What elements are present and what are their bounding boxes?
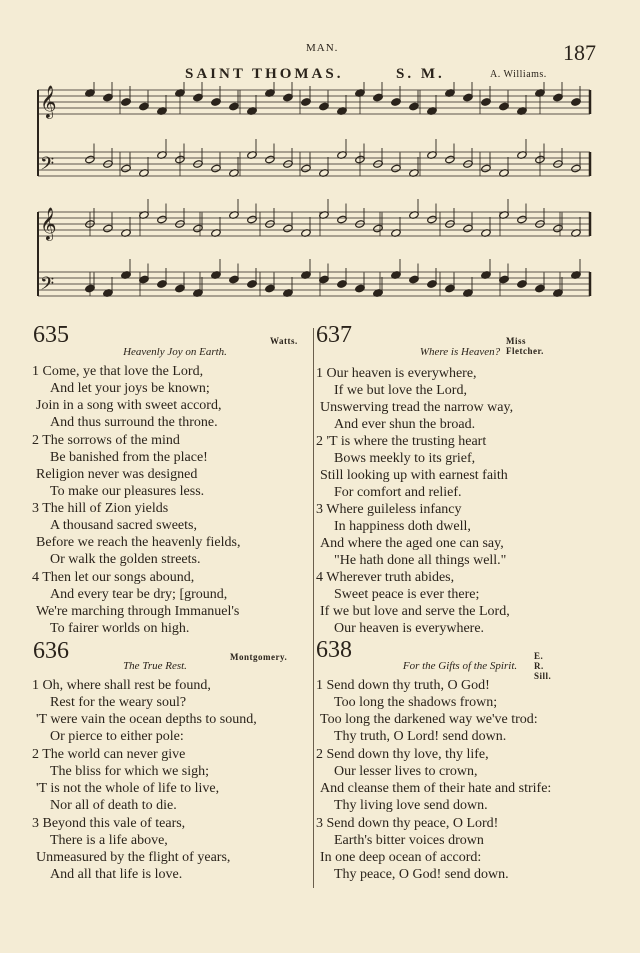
verse-line: Religion never was designed	[36, 467, 198, 482]
stanza	[316, 677, 538, 745]
hymn-subtitle: Heavenly Joy on Earth.	[123, 346, 227, 358]
hymn-author: Montgomery.	[230, 652, 288, 662]
verse-line: 3 Beyond this vale of tears,	[32, 816, 186, 831]
verse-line: Our heaven is everywhere.	[334, 621, 485, 636]
verse-line: Join in a song with sweet accord,	[36, 398, 222, 413]
verse-line: Still looking up with earnest faith	[320, 468, 508, 483]
hymn-subtitle: For the Gifts of the Spirit.	[402, 660, 518, 672]
stanza	[32, 569, 239, 637]
verse-line: 1 Come, ye that love the Lord,	[32, 364, 204, 379]
verse-line: If we but love and serve the Lord,	[320, 604, 510, 619]
verse-line: Thy peace, O God! send down.	[334, 867, 509, 882]
verse-line: And ever shun the broad.	[334, 417, 476, 432]
verse-line: 4 Then let our songs abound,	[32, 570, 195, 585]
treble-clef-icon: 𝄞	[40, 207, 57, 240]
verse-line: We're marching through Immanuel's	[36, 604, 240, 619]
stanza	[32, 815, 230, 883]
verse-line: Be banished from the place!	[50, 450, 208, 465]
verse-line: Thy living love send down.	[334, 798, 488, 813]
verse-line: And where the aged one can say,	[320, 536, 504, 551]
verse-line: 1 Send down thy truth, O God!	[316, 678, 490, 693]
stanza	[32, 432, 208, 500]
verse-line: 3 Where guileless infancy	[316, 502, 462, 517]
verse-line: 3 The hill of Zion yields	[32, 501, 169, 516]
verse-line: Earth's bitter voices drown	[334, 833, 484, 848]
verse-line: 'T is not the whole of life to live,	[36, 781, 220, 796]
tune-name: SAINT THOMAS.	[185, 66, 344, 82]
verse-line: To fairer worlds on high.	[50, 621, 190, 636]
tune-composer: A. Williams.	[490, 69, 547, 80]
verse-line: There is a life above,	[50, 833, 168, 848]
column-divider	[313, 328, 314, 888]
verse-line: And all that life is love.	[50, 867, 183, 882]
verse-line: Rest for the weary soul?	[50, 695, 187, 710]
hymn-subtitle: The True Rest.	[123, 660, 187, 672]
verse-line: A thousand sacred sweets,	[50, 518, 197, 533]
hymn-number: 637	[316, 322, 352, 348]
verse-line: For comfort and relief.	[334, 485, 462, 500]
bass-clef-icon: 𝄢	[40, 154, 55, 179]
verse-line: Too long the shadows frown;	[334, 695, 498, 710]
tune-meter: S. M.	[396, 66, 445, 82]
hymn-author: Miss Fletcher.	[506, 336, 544, 356]
verse-line: And thus surround the throne.	[50, 415, 218, 430]
hymn-author: E. R. Sill.	[534, 651, 552, 681]
verse-line: The bliss for which we sigh;	[50, 764, 210, 779]
hymn-number: 635	[33, 322, 69, 348]
stanza	[32, 363, 221, 431]
verse-line: Too long the darkened way we've trod:	[320, 712, 538, 727]
verse-line: Or walk the golden streets.	[50, 552, 201, 567]
verse-line: 1 Our heaven is everywhere,	[316, 366, 477, 381]
treble-clef-icon: 𝄞	[40, 85, 57, 118]
stanza	[316, 501, 506, 569]
verse-line: In one deep ocean of accord:	[320, 850, 482, 865]
verse-line: If we but love the Lord,	[334, 383, 467, 398]
verse-line: 'T were vain the ocean depths to sound,	[36, 712, 257, 727]
verse-line: 2 'T is where the trusting heart	[316, 434, 487, 449]
stanza	[316, 746, 551, 814]
verse-line: Unswerving tread the narrow way,	[320, 400, 514, 415]
page-number: 187	[563, 40, 596, 65]
verse-line: Thy truth, O Lord! send down.	[334, 729, 507, 744]
hymn-number: 638	[316, 637, 352, 663]
hymn-subtitle: Where is Heaven?	[419, 346, 501, 358]
verse-line: And let your joys be known;	[50, 381, 210, 396]
stanza	[316, 569, 510, 637]
verse-line: To make our pleasures less.	[50, 484, 205, 499]
verse-line: Sweet peace is ever there;	[334, 587, 480, 602]
music-score	[30, 82, 600, 312]
verse-line: And every tear be dry; [ground,	[50, 587, 228, 602]
verse-line: Or pierce to either pole:	[50, 729, 184, 744]
verse-line: Unmeasured by the flight of years,	[36, 850, 231, 865]
verse-line: Bows meekly to its grief,	[334, 451, 476, 466]
verse-line: In happiness doth dwell,	[334, 519, 471, 534]
verse-line: Nor all of death to die.	[50, 798, 177, 813]
stanza	[316, 815, 509, 883]
stanza	[316, 365, 513, 433]
verse-line: Our lesser lives to crown,	[334, 764, 478, 779]
verse-line: 1 Oh, where shall rest be found,	[32, 678, 211, 693]
verse-line: 4 Wherever truth abides,	[316, 570, 455, 585]
section-title: MAN.	[306, 42, 339, 54]
stanza	[32, 677, 257, 745]
verse-line: Before we reach the heavenly fields,	[36, 535, 241, 550]
verse-line: And cleanse them of their hate and strife:	[320, 781, 552, 796]
hymn-number: 636	[33, 638, 69, 664]
verse-line: 2 Send down thy love, thy life,	[316, 747, 489, 762]
stanza	[32, 500, 240, 568]
bass-clef-icon: 𝄢	[40, 274, 55, 299]
hymn-author: Watts.	[270, 336, 298, 346]
verse-line: 3 Send down thy peace, O Lord!	[316, 816, 499, 831]
verse-line: "He hath done all things well."	[334, 553, 507, 568]
verse-line: 2 The world can never give	[32, 747, 186, 762]
verse-line: 2 The sorrows of the mind	[32, 433, 180, 448]
stanza	[316, 433, 508, 501]
stanza	[32, 746, 219, 814]
